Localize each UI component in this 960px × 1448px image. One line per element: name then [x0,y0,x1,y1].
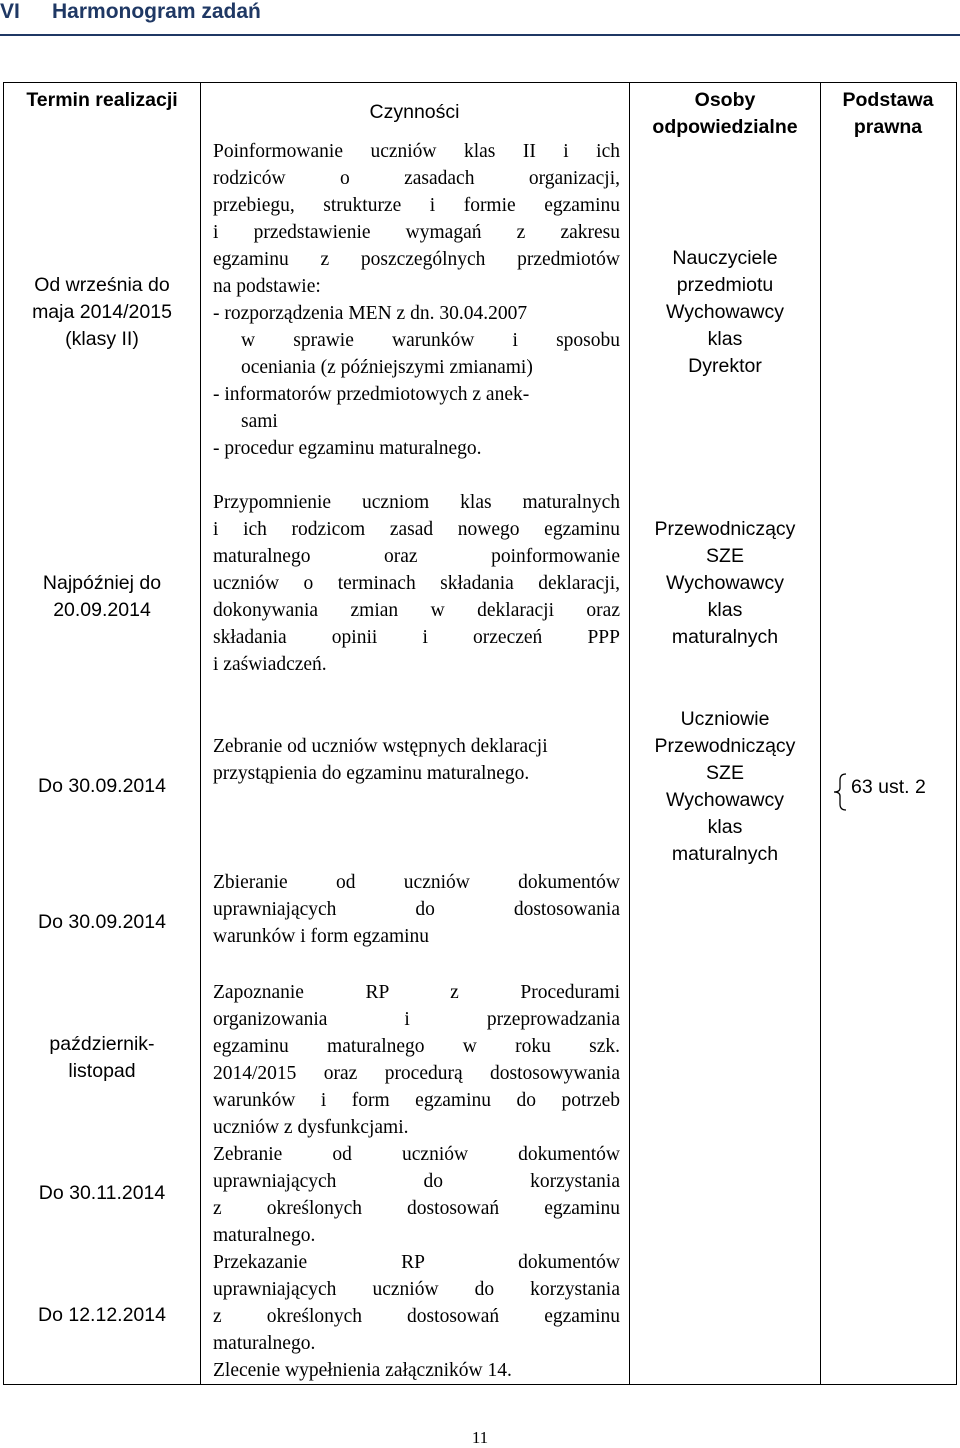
section-title: Harmonogram zadań [52,0,261,23]
row2-activity: Przypomnienie uczniom klas maturalnych i ich rodzicom zasad nowego egzaminu maturalnego oraz poinformowanie uczniów o terminach składania deklaracji, dokonywania zmian w deklaracji oraz składania opinii i orzeczeń PPP i zaświadczeń. [213,492,620,675]
brace-icon [832,772,848,812]
row3-activity-b: Zbieranie od uczniów dokumentów uprawniających do dostosowania warunków i form egzaminu [213,872,620,947]
row4-term-b: Do 30.11.2014 [38,1182,166,1204]
header-responsible: Osoby odpowiedzialne [652,89,798,138]
row1-responsible: Nauczyciele przedmiotu Wychowawcy klas Dyrektor [666,247,784,377]
section-number: VI [0,0,20,23]
row3-basis-text: 63 ust. 2 [851,776,926,798]
row3-responsible: Uczniowie Przewodniczący SZE Wychowawcy klas maturalnych [654,708,796,865]
row2-responsible: Przewodniczący SZE Wychowawcy klas maturalnych [654,518,796,648]
header-term: Termin realizacji [26,89,178,111]
row2-term: Najpóźniej do 20.09.2014 [42,572,162,621]
column-divider [629,83,630,1384]
row4-term-a: październik- listopad [49,1033,155,1082]
row3-term-b: Do 30.09.2014 [38,911,166,933]
section-heading [0,0,960,26]
row3-term-a: Do 30.09.2014 [38,775,166,797]
column-divider [820,83,821,1384]
row4-term-c: Do 12.12.2014 [38,1304,166,1326]
heading-rule [0,34,960,36]
header-activities: Czynności [369,101,460,123]
row4-activity: Zapoznanie RP z Procedurami organizowania i przeprowadzania egzaminu maturalnego w roku szk. 2014/2015 oraz procedurą dostosowywania warunków i form egzaminu do potrzeb uczniów z dysfunkcjami. Zebranie od uczniów dokumentów uprawniających do korzystania z określonych dostosowań egzaminu maturalnego. Przekazanie RP dokumentów uprawniających uczniów do korzystania z określonych dostosowań egzaminu maturalnego. Zlecenie wypełnienia załączników 14. [213,982,620,1381]
page-number: 11 [471,1428,489,1447]
header-basis: Podstawa prawna [842,89,934,138]
column-divider [200,83,201,1384]
row1-term: Od września do maja 2014/2015 (klasy II) [32,274,172,350]
row1-activity: Poinformowanie uczniów klas II i ich rodziców o zasadach organizacji, przebiegu, strukturze i formie egzaminu i przedstawienie wymagań z zakresu egzaminu z poszczególnych przedmiotów na podstawie: - rozporządzenia MEN z dn. 30.04.2007 w sprawie warunków i sposobu oceniania (z późniejszymi zmianami) - informatorów przedmiotowych z anek- sami - procedur egzaminu maturalnego. [213,141,620,459]
row3-activity-a: Zebranie od uczniów wstępnych deklaracji przystąpienia do egzaminu maturalnego. [213,736,548,784]
